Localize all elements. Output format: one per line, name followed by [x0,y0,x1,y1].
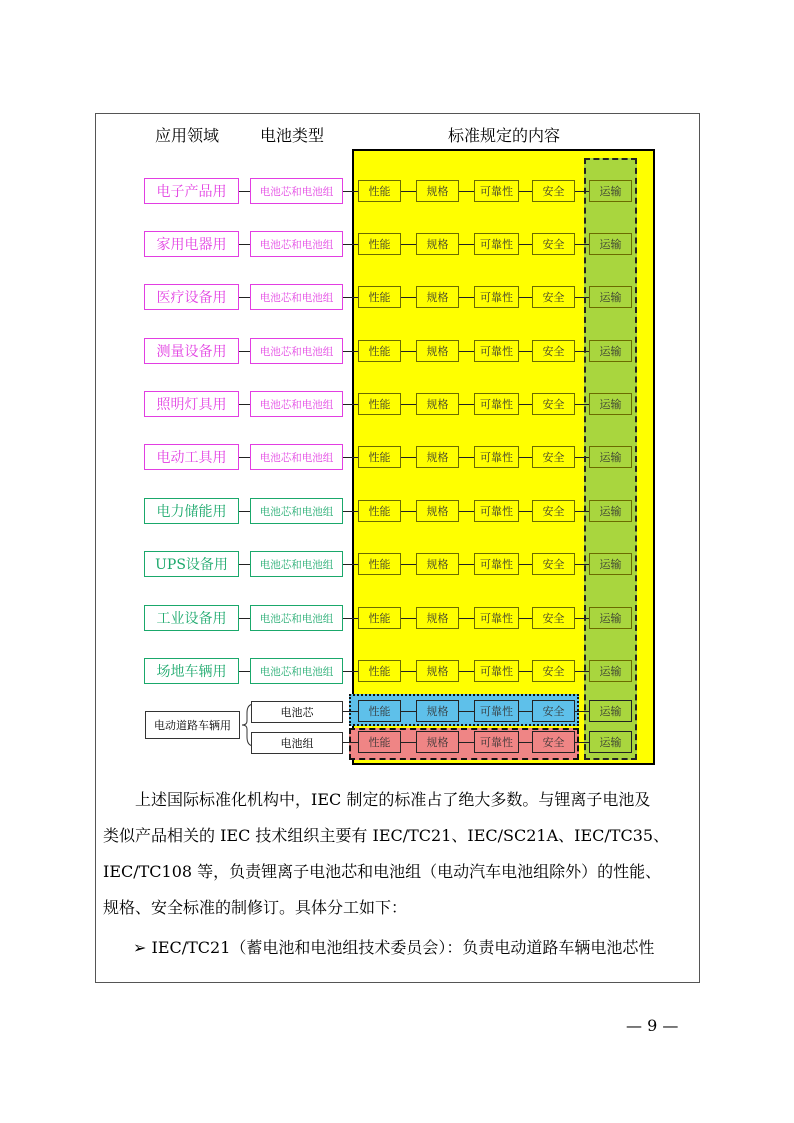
standard-box: 运输 [589,180,632,202]
connector-line [459,742,474,743]
ev-standard-box: 可靠性 [474,700,519,722]
ev-standard-box: 性能 [358,700,401,722]
standard-box: 性能 [358,286,401,308]
header-content: 标准规定的内容 [448,126,561,145]
connector-line [401,404,416,405]
ev-application-box: 电动道路车辆用 [145,711,240,739]
application-box: 家用电器用 [144,231,239,257]
standard-box: 规格 [416,286,459,308]
application-box: 照明灯具用 [144,391,239,417]
ev-standard-box: 可靠性 [474,731,519,753]
standard-box: 性能 [358,233,401,255]
connector-line [575,244,589,245]
connector-line [519,244,532,245]
standard-box: 可靠性 [474,446,519,468]
connector-line [519,404,532,405]
standard-box: 运输 [589,660,632,682]
connector-line [401,457,416,458]
ev-cell-box: 电池芯 [251,701,343,723]
standard-box: 规格 [416,393,459,415]
battery-type-box: 电池芯和电池组 [250,231,343,257]
battery-type-box: 电池芯和电池组 [250,605,343,631]
standard-box: 可靠性 [474,233,519,255]
connector-line [575,457,589,458]
standard-box: 运输 [589,607,632,629]
standard-box: 运输 [589,340,632,362]
standard-box: 安全 [532,660,575,682]
standard-box: 可靠性 [474,393,519,415]
connector-line [575,742,589,743]
paragraph-line-1: 上述国际标准化机构中，IEC 制定的标准占了绝大多数。与锂离子电池及 [135,790,651,809]
connector-line [239,511,250,512]
standard-box: 安全 [532,233,575,255]
connector-line [343,511,358,512]
bullet-marker: ➢ [133,938,147,957]
connector-line [519,742,532,743]
connector-line [401,671,416,672]
standard-box: 安全 [532,553,575,575]
application-box: 工业设备用 [144,605,239,631]
connector-line [343,244,358,245]
battery-type-box: 电池芯和电池组 [250,444,343,470]
connector-line [575,297,589,298]
application-box: 医疗设备用 [144,284,239,310]
ev-standard-box: 规格 [416,731,459,753]
standard-box: 性能 [358,660,401,682]
battery-type-box: 电池芯和电池组 [250,658,343,684]
connector-line [519,351,532,352]
standard-box: 可靠性 [474,607,519,629]
standard-box: 安全 [532,180,575,202]
connector-line [575,404,589,405]
connector-line [459,457,474,458]
standard-box: 性能 [358,500,401,522]
header-application: 应用领域 [155,126,220,145]
connector-line [459,618,474,619]
ev-standard-box: 安全 [532,731,575,753]
standard-box: 运输 [589,393,632,415]
standard-box: 规格 [416,180,459,202]
connector-line [401,711,416,712]
ev-standard-box: 性能 [358,731,401,753]
connector-line [459,244,474,245]
connector-line [401,244,416,245]
connector-line [459,404,474,405]
bullet-text: IEC/TC21（蓄电池和电池组技术委员会）：负责电动道路车辆电池芯性 [151,938,655,957]
connector-line [239,404,250,405]
connector-line [343,711,358,712]
connector-line [343,404,358,405]
connector-line [459,564,474,565]
standard-box: 安全 [532,393,575,415]
standard-box: 安全 [532,340,575,362]
connector-line [575,711,589,712]
connector-line [575,564,589,565]
connector-line [519,618,532,619]
connector-line [459,711,474,712]
connector-line [239,191,250,192]
ev-pack-box: 电池组 [251,732,343,754]
connector-line [239,297,250,298]
application-box: 测量设备用 [144,338,239,364]
standard-box: 可靠性 [474,340,519,362]
connector-line [401,191,416,192]
standard-box: 规格 [416,500,459,522]
connector-line [401,351,416,352]
application-box: 电动工具用 [144,444,239,470]
connector-line [239,351,250,352]
connector-line [401,742,416,743]
standard-box: 性能 [358,553,401,575]
connector-line [343,351,358,352]
standard-box: 规格 [416,553,459,575]
standard-box: 安全 [532,446,575,468]
connector-line [459,191,474,192]
standard-box: 运输 [589,446,632,468]
connector-line [519,511,532,512]
standard-box: 运输 [589,286,632,308]
connector-line [575,511,589,512]
connector-line [343,564,358,565]
battery-type-box: 电池芯和电池组 [250,551,343,577]
application-box: 电力储能用 [144,498,239,524]
connector-line [575,351,589,352]
standard-box: 可靠性 [474,500,519,522]
application-box: UPS设备用 [144,551,239,577]
header-battery-type: 电池类型 [260,126,325,145]
connector-line [239,618,250,619]
application-box: 场地车辆用 [144,658,239,684]
standard-box: 规格 [416,446,459,468]
standard-box: 安全 [532,607,575,629]
standard-box: 规格 [416,340,459,362]
standard-box: 运输 [589,500,632,522]
standard-box: 运输 [589,233,632,255]
connector-line [401,511,416,512]
standard-box: 可靠性 [474,286,519,308]
connector-line [343,191,358,192]
standard-box: 性能 [358,446,401,468]
connector-line [519,711,532,712]
connector-line [575,618,589,619]
ev-standard-box: 运输 [589,700,632,722]
connector-line [239,564,250,565]
standard-box: 可靠性 [474,553,519,575]
connector-line [343,457,358,458]
standard-box: 规格 [416,233,459,255]
page-number: — 9 — [626,1016,679,1035]
bullet-line [133,938,723,958]
standard-box: 规格 [416,660,459,682]
battery-type-box: 电池芯和电池组 [250,338,343,364]
standard-box: 可靠性 [474,660,519,682]
connector-line [239,244,250,245]
battery-type-box: 电池芯和电池组 [250,284,343,310]
connector-line [519,671,532,672]
standard-box: 性能 [358,180,401,202]
standard-box: 安全 [532,500,575,522]
connector-line [575,191,589,192]
connector-line [519,564,532,565]
paragraph-line-2: 类似产品相关的 IEC 技术组织主要有 IEC/TC21、IEC/SC21A、IEC/TC35、 [103,826,670,845]
connector-line [519,191,532,192]
ev-standard-box: 运输 [589,731,632,753]
connector-line [519,297,532,298]
connector-line [401,564,416,565]
connector-line [459,511,474,512]
standard-box: 可靠性 [474,180,519,202]
standard-box: 运输 [589,553,632,575]
standard-box: 性能 [358,340,401,362]
battery-type-box: 电池芯和电池组 [250,178,343,204]
paragraph-line-4: 规格、安全标准的制修订。具体分工如下： [103,898,408,917]
connector-line [239,457,250,458]
connector-line [401,297,416,298]
connector-line [343,742,358,743]
connector-line [575,671,589,672]
paragraph-line-3: IEC/TC108 等，负责锂离子电池芯和电池组（电动汽车电池组除外）的性能、 [103,862,662,881]
connector-line [343,671,358,672]
connector-line [343,618,358,619]
connector-line [459,351,474,352]
standard-box: 性能 [358,607,401,629]
connector-line [239,671,250,672]
standard-box: 性能 [358,393,401,415]
standard-box: 规格 [416,607,459,629]
connector-line [459,297,474,298]
battery-type-box: 电池芯和电池组 [250,391,343,417]
ev-standard-box: 规格 [416,700,459,722]
application-box: 电子产品用 [144,178,239,204]
standard-box: 安全 [532,286,575,308]
connector-line [343,297,358,298]
connector-line [459,671,474,672]
ev-standard-box: 安全 [532,700,575,722]
battery-type-box: 电池芯和电池组 [250,498,343,524]
connector-line [401,618,416,619]
connector-line [519,457,532,458]
